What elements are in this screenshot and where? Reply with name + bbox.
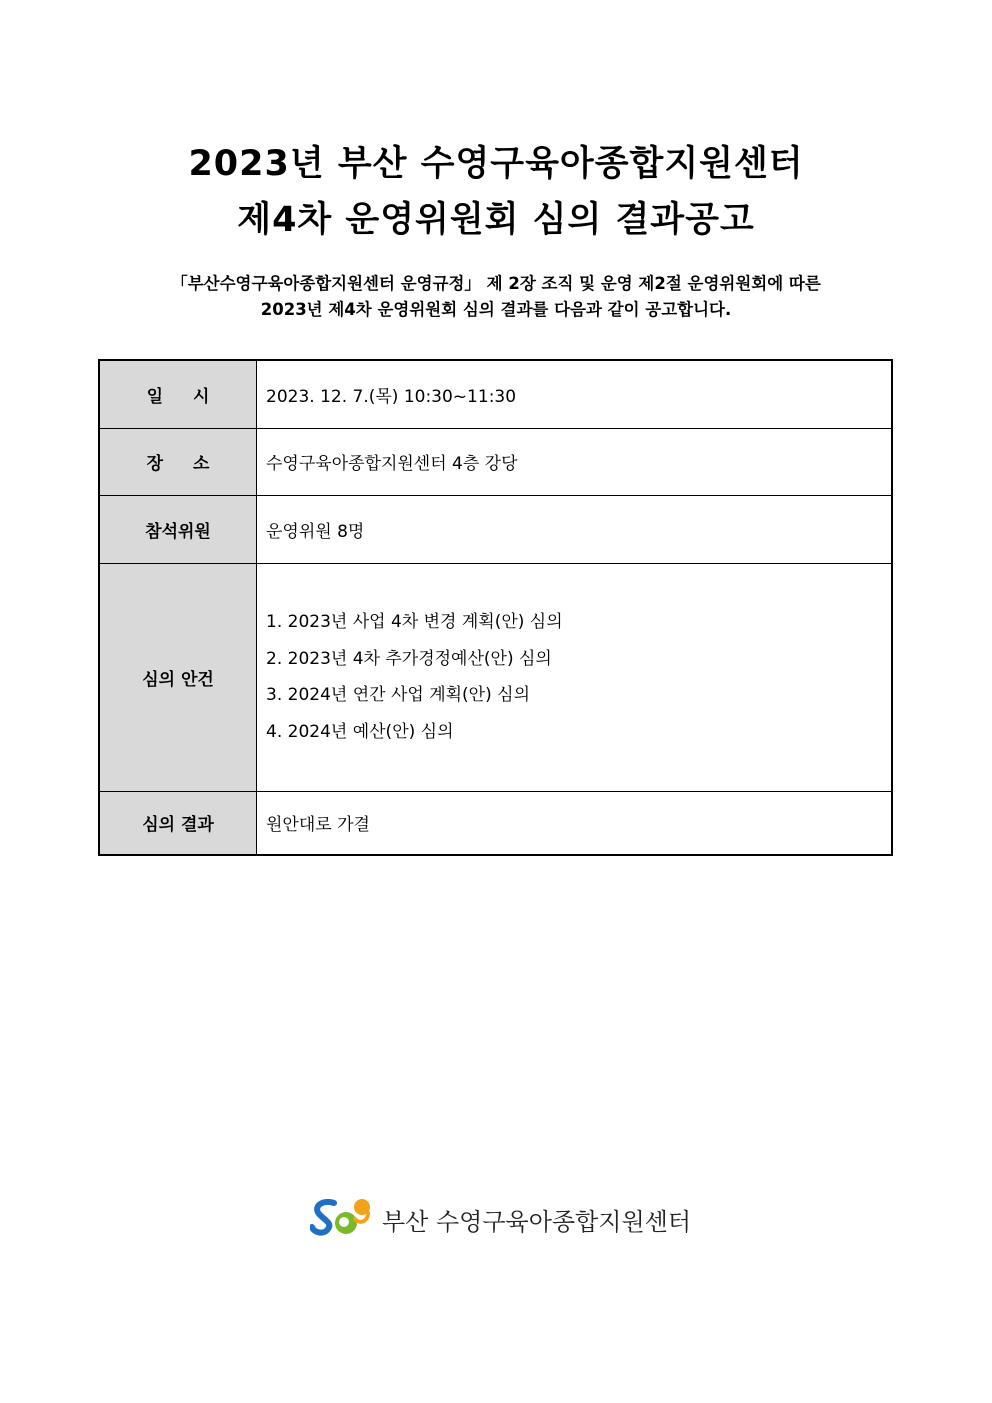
place-value: 수영구육아종합지원센터 4층 강당 — [257, 428, 893, 495]
title-line-1: 2023년 부산 수영구육아종합지원센터 — [188, 144, 804, 184]
agenda-item: 1. 2023년 사업 4차 변경 계획(안) 심의 — [266, 612, 563, 632]
table-row-result — [99, 791, 892, 855]
agenda-item: 3. 2024년 연간 사업 계획(안) 심의 — [266, 685, 530, 705]
agenda-item: 2. 2023년 4차 추가경정예산(안) 심의 — [266, 648, 552, 669]
datetime-value: 2023. 12. 7.(목) 10:30~11:30 — [257, 360, 893, 428]
table-row-agenda — [99, 563, 892, 791]
agenda-list — [257, 563, 893, 791]
footer-org-name: 부산 수영구육아종합지원센터 — [382, 1207, 692, 1236]
result-value: 원안대로 가결 — [257, 791, 893, 855]
result-label: 심의 결과 — [99, 791, 257, 855]
intro-line-1: 「부산수영구육아종합지원센터 운영규정」 제 2장 조직 및 운영 제2절 운영위원회에 따른 — [171, 274, 821, 293]
datetime-label: 일시 — [99, 360, 257, 428]
place-label: 장소 — [99, 428, 257, 495]
agenda-label: 심의 안건 — [99, 563, 257, 791]
footer — [310, 1196, 691, 1242]
table-row-datetime — [99, 360, 892, 428]
center-logo-icon — [310, 1195, 372, 1243]
table-row-place — [99, 428, 892, 495]
attendees-label: 참석위원 — [99, 495, 257, 563]
result-table — [98, 359, 893, 856]
attendees-value: 운영위원 8명 — [257, 495, 893, 563]
title-line-2: 제4차 운영위원회 심의 결과공고 — [237, 200, 755, 240]
intro-line-2: 2023년 제4차 운영위원회 심의 결과를 다음과 같이 공고합니다. — [260, 300, 732, 319]
agenda-item: 4. 2024년 예산(안) 심의 — [266, 721, 454, 742]
table-row-attendees — [99, 495, 892, 563]
